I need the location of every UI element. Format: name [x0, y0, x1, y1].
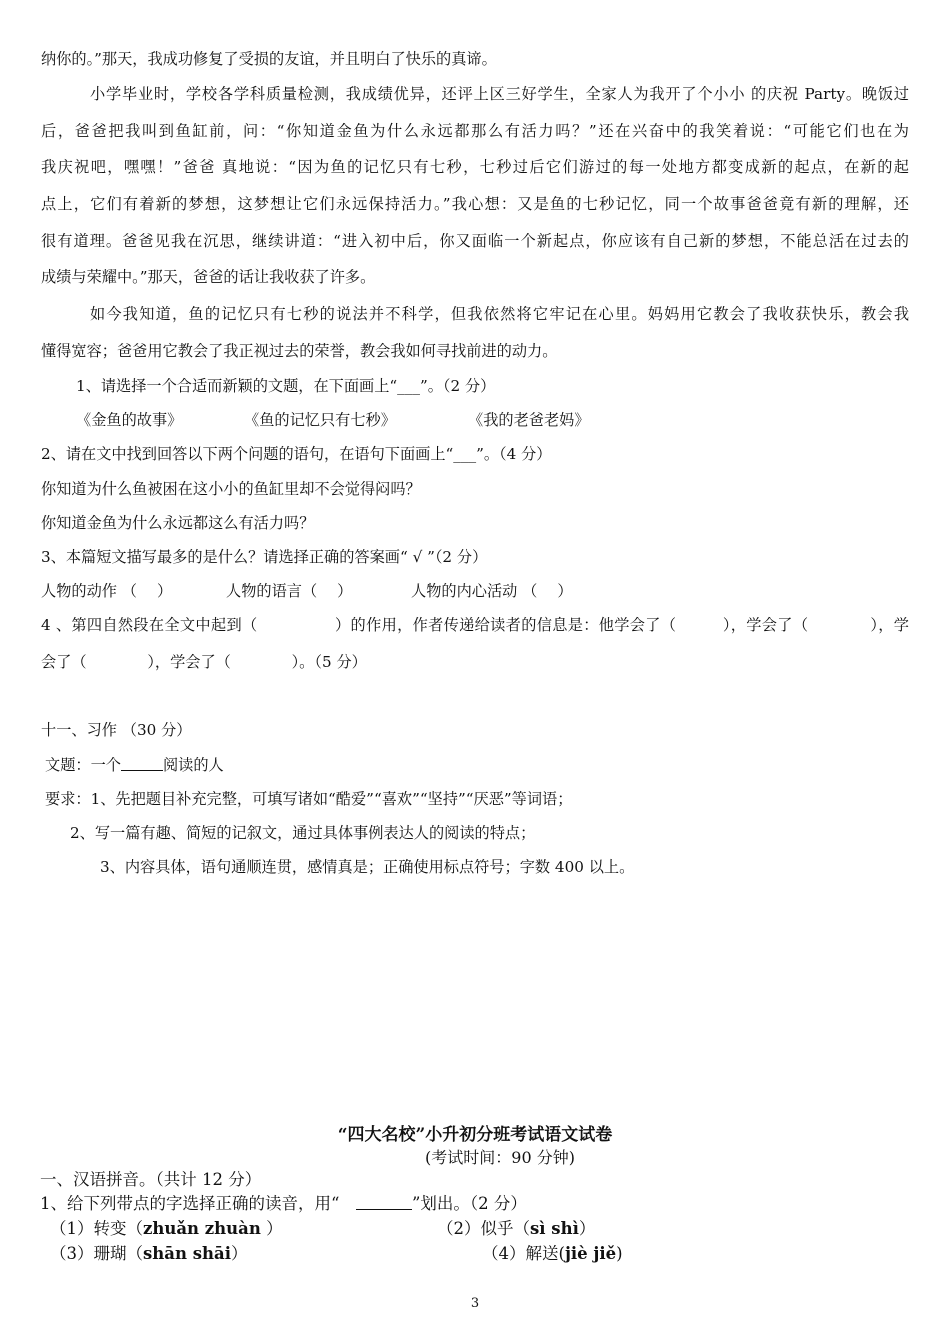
- section-1-heading: 一、汉语拼音。（共计 12 分）: [40, 1170, 262, 1189]
- answer-blank: [356, 1195, 412, 1210]
- question-4: 4 、第四自然段在全文中起到（ ）的作用，作者传递给读者的信息是：他学会了（ ），学会了（ ），学: [41, 616, 909, 634]
- exam-title: “四大名校”小升初分班考试语文试卷: [337, 1125, 613, 1145]
- q1-option-2: 《鱼的记忆只有七秒》: [244, 411, 396, 429]
- q1-option-3: 《我的老爸老妈》: [468, 411, 590, 429]
- requirement-2: 2、写一篇有趣、简短的记叙文，通过具体事例表达人的阅读的特点；: [70, 824, 536, 842]
- pinyin-item-3: （3）珊瑚（shān shāi）: [50, 1244, 248, 1263]
- passage-line: 成绩与荣耀中。”那天，爸爸的话让我收获了许多。: [41, 268, 376, 286]
- requirement-1: 要求：1、先把题目补充完整，可填写诸如“酷爱”“喜欢”“坚持”“厌恶”等词语；: [45, 790, 573, 808]
- passage-line: 纳你的。”那天，我成功修复了受损的友谊，并且明白了快乐的真谛。: [41, 50, 497, 68]
- pinyin-item-2: （2）似乎（sì shì）: [437, 1219, 596, 1238]
- composition-topic: 文题：一个 阅读的人: [45, 756, 224, 774]
- passage-line: 我庆祝吧，嘿嘿！”爸爸 真地说：“因为鱼的记忆只有七秒，七秒过后它们游过的每一处地方都变成新的起点，在新的起: [41, 158, 909, 176]
- exam-subtitle: (考试时间：90 分钟): [425, 1148, 575, 1167]
- question-1: 1、请选择一个合适而新颖的文题，在下面画上“___”。（2 分）: [76, 377, 496, 395]
- q3-option-2: 人物的语言（ ）: [226, 582, 353, 600]
- section-1-question-1: 1、给下列带点的字选择正确的读音，用“ ”划出。（2 分）: [40, 1194, 527, 1213]
- pinyin-item-1: （1）转变（zhuǎn zhuàn ）: [50, 1219, 283, 1238]
- passage-line: 点上，它们有着新的梦想，这梦想让它们永远保持活力。”我心想：又是鱼的七秒记忆，同一个故事爸爸竟有新的理解，还: [41, 195, 909, 213]
- page-number: 3: [470, 1296, 480, 1311]
- passage-line: 很有道理。爸爸见我在沉思，继续讲道：“进入初中后，你又面临一个新起点，你应该有自己新的梦想，不能总活在过去的: [41, 232, 909, 250]
- question-3: 3、本篇短文描写最多的是什么？请选择正确的答案画“ √ ”（2 分）: [41, 548, 488, 566]
- pinyin-item-4: （4）解送(jiè jiě): [482, 1244, 623, 1263]
- question-2a: 你知道为什么鱼被困在这小小的鱼缸里却不会觉得闷吗？: [41, 480, 421, 498]
- question-2: 2、请在文中找到回答以下两个问题的语句，在语句下面画上“___”。（4 分）: [41, 445, 552, 463]
- passage-line: 懂得宽容；爸爸用它教会了我正视过去的荣誉，教会我如何寻找前进的动力。: [41, 342, 558, 360]
- passage-line: 如今我知道，鱼的记忆只有七秒的说法并不科学，但我依然将它牢记在心里。妈妈用它教会了我收获快乐，教会我: [90, 305, 909, 323]
- passage-line: 小学毕业时，学校各学科质量检测，我成绩优异，还评上区三好学生，全家人为我开了个小小 的庆祝 Party。晚饭过: [90, 85, 909, 103]
- q3-option-1: 人物的动作 （ ）: [41, 582, 173, 600]
- passage-line: 后，爸爸把我叫到鱼缸前，问：“你知道金鱼为什么永远都那么有活力吗？”还在兴奋中的我笑着说：“可能它们也在为: [41, 122, 909, 140]
- question-4-cont: 会了（ ），学会了（ ）。（5 分）: [41, 653, 367, 671]
- topic-blank: [121, 756, 163, 771]
- composition-heading: 十一、习作 （30 分）: [41, 721, 192, 739]
- q3-option-3: 人物的内心活动 （ ）: [411, 582, 573, 600]
- q1-option-1: 《金鱼的故事》: [76, 411, 183, 429]
- requirement-3: 3、内容具体，语句通顺连贯，感情真是；正确使用标点符号；字数 400 以上。: [100, 858, 635, 876]
- question-2b: 你知道金鱼为什么永远都这么有活力吗？: [41, 514, 315, 532]
